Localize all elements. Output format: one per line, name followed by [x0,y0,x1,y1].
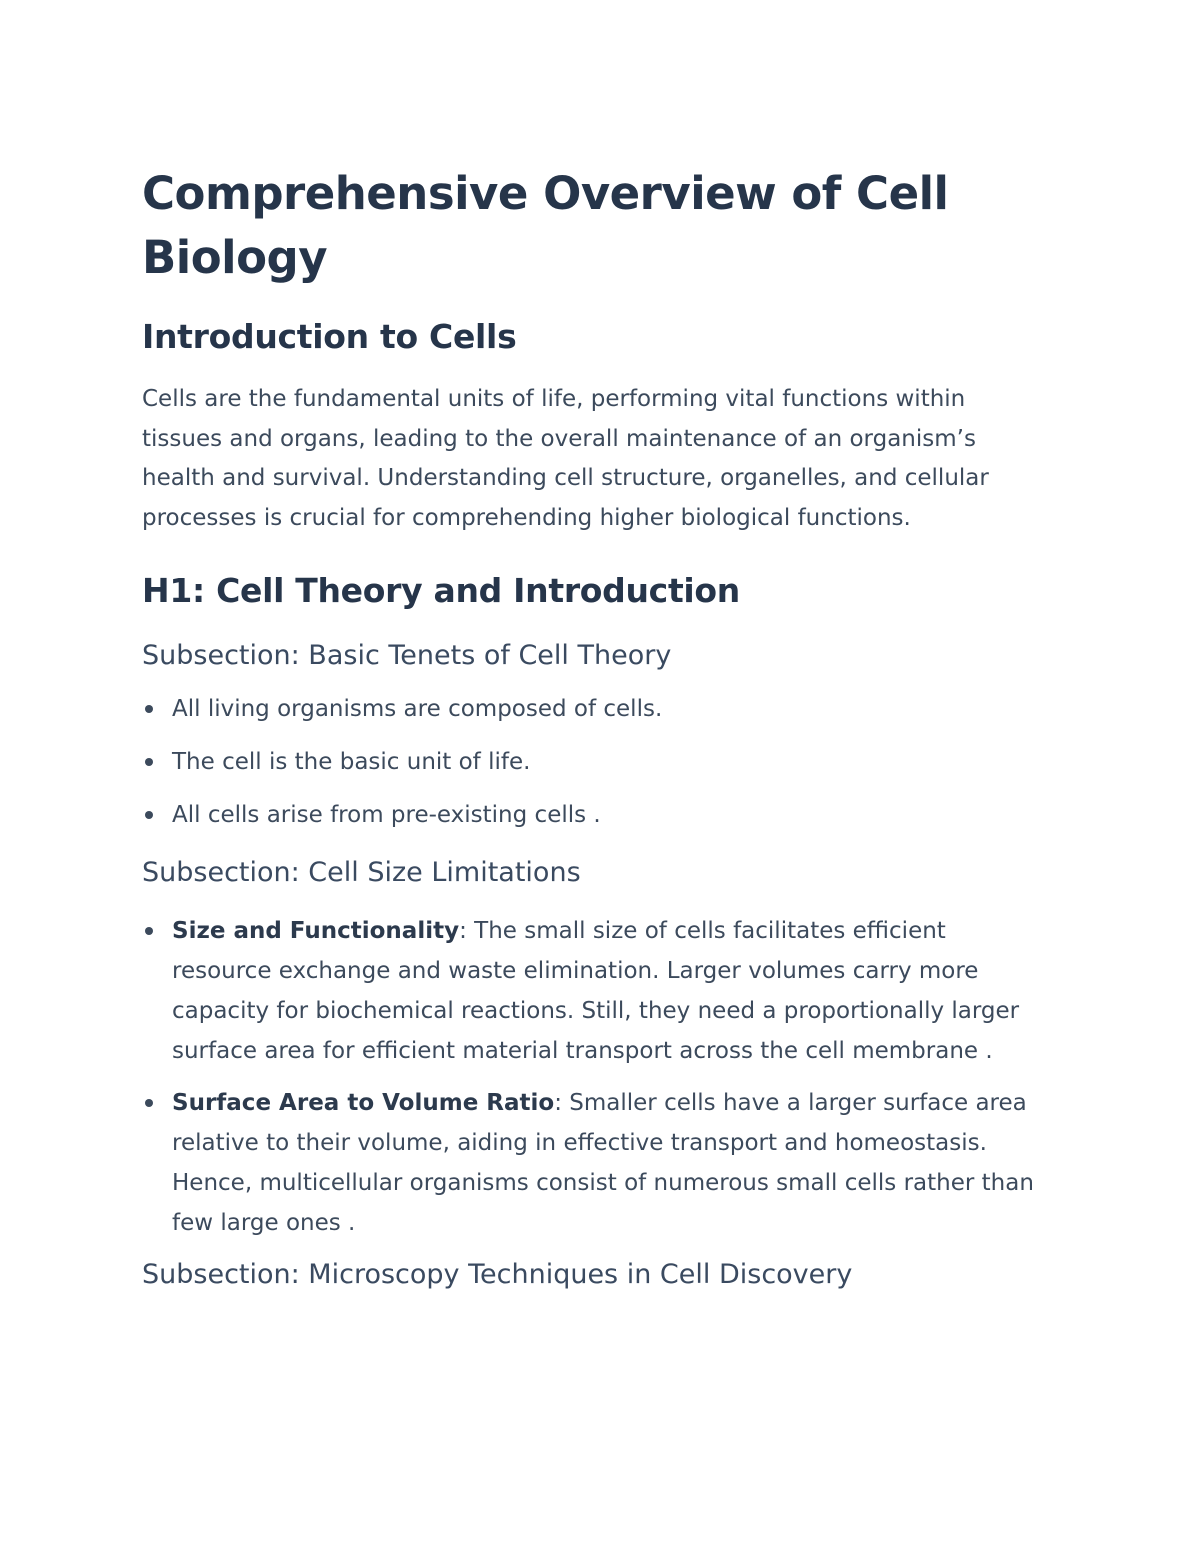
list-item-term: Size and Functionality [172,918,460,944]
list-item [142,694,1042,724]
bullet-icon [145,705,153,713]
tenets-list [142,694,1042,830]
list-item-text: The cell is the basic unit of life. [172,749,531,775]
size-list [142,911,1042,1243]
bullet-icon [145,758,153,766]
list-item [142,747,1042,777]
list-item [142,1083,1042,1243]
intro-heading: Introduction to Cells [142,317,517,356]
list-item-text: All cells arise from pre-existing cells . [172,802,601,828]
bullet-icon [145,927,153,935]
list-item-text: All living organisms are composed of cells. [172,696,663,722]
list-item-text: : The small size of cells facilitates efficient resource exchange and waste elimination. Larger volumes carry more capacity for biochemical reactions. Still, they need a proportionally larger surface area for efficient material transport across the cell membrane . [172,918,1020,1064]
list-item-text: : Smaller cells have a larger surface area relative to their volume, aiding in effective transport and homeostasis. Hence, multicellular organisms consist of numerous small cells rather than few large ones . [172,1090,1034,1236]
subsection-heading-tenets: Subsection: Basic Tenets of Cell Theory [142,640,672,671]
bullet-icon [145,811,153,819]
document-page [142,162,1042,1295]
subsection-heading-microscopy: Subsection: Microscopy Techniques in Cell Discovery [142,1259,853,1290]
list-item-term: Surface Area to Volume Ratio [172,1090,555,1116]
intro-paragraph: Cells are the fundamental units of life, performing vital functions within tissues and organs, leading to the overall maintenance of an organism’s health and survival. Understanding cell structure, organelles, and cellular processes is crucial for comprehending higher biological functions. [142,386,989,531]
list-item [142,800,1042,830]
document-title: Comprehensive Overview of Cell Biology [142,167,949,284]
bullet-icon [145,1099,153,1107]
subsection-heading-size: Subsection: Cell Size Limitations [142,857,581,888]
section-heading-cell-theory: H1: Cell Theory and Introduction [142,571,740,610]
list-item [142,911,1042,1071]
